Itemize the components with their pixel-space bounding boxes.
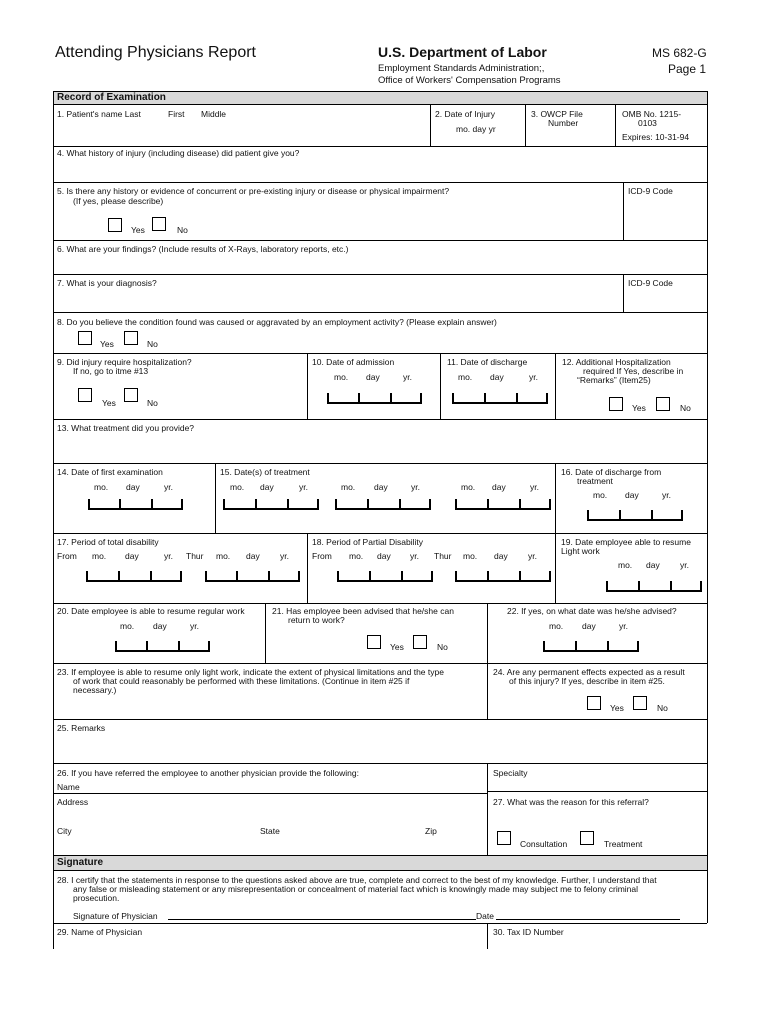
q3-label: 3. OWCP File [531,109,583,119]
owcp-file-field[interactable] [528,130,612,145]
q24-label: 24. Are any permanent effects expected as a result [493,667,685,677]
form-number: MS 682-G [652,46,707,60]
q12-yes-label: Yes [632,403,646,413]
q20-yr: yr. [190,621,199,631]
q9-yes-checkbox[interactable] [78,388,92,402]
q15-day-3: day [492,482,506,492]
q10-yr: yr. [403,372,412,382]
q12-label: 12. Additional Hospitalization [562,357,671,367]
q15-yr-2: yr. [411,482,420,492]
q16-label: 16. Date of discharge from [561,467,662,477]
q11-day: day [490,372,504,382]
agency-sub-1: Employment Standards Administration;, [378,63,545,74]
zip-label: Zip [425,826,437,836]
q4-label: 4. What history of injury (including disease) did patient give you? [57,148,300,158]
q8-no-label: No [147,339,158,349]
q26-label: 26. If you have referred the employee to another physician provide the following: [57,768,359,778]
q13-label: 13. What treatment did you provide? [57,423,195,433]
q15-day-1: day [260,482,274,492]
q17-mo-1: mo. [92,551,107,561]
q9-no-label: No [147,398,158,408]
q15-date-field-1[interactable] [223,499,319,510]
q18-mo-2: mo. [463,551,478,561]
q9-no-checkbox[interactable] [124,388,138,402]
q17-thur: Thur [186,551,204,561]
q25-field[interactable] [55,735,705,761]
date-line[interactable] [496,919,680,920]
date-label: Date [476,911,494,921]
q14-label: 14. Date of first examination [57,467,163,477]
omb-number-2: 0103 [638,118,657,128]
q5-no-label: No [177,225,188,235]
signature-label: Signature of Physician [73,911,158,921]
signature-bar [53,855,707,871]
signature-line[interactable] [168,919,476,920]
q14-day: day [126,482,140,492]
q9-label: 9. Did injury require hospitalization? [57,357,192,367]
q18-label: 18. Period of Partial Disability [312,537,424,547]
q19-date-field[interactable] [606,581,702,592]
q7-label: 7. What is your diagnosis? [57,278,157,288]
q12-no-label: No [680,403,691,413]
q16-label-2: treatment [577,476,613,486]
q20-mo: mo. [120,621,135,631]
q22-label: 22. If yes, on what date was he/she advised? [507,606,677,616]
q2-label: 2. Date of Injury [435,109,496,119]
q1-middle-label: Middle [201,109,227,119]
q12-label-2: required If Yes, describe in [583,366,684,376]
q5-label: 5. Is there any history or evidence of concurrent or pre-existing injury or disease or physical impairment? [57,186,450,196]
q22-yr: yr. [619,621,628,631]
omb-number: OMB No. 1215- [622,109,682,119]
q28-label: 28. I certify that the statements in response to the questions asked above are true, complete and correct to the best of my knowledge. Further, I understand that [57,875,657,885]
q22-date-field[interactable] [543,641,639,652]
q17-mo-2: mo. [216,551,231,561]
q8-label: 8. Do you believe the condition found was caused or aggravated by an employment activity? (Please explain answer) [57,317,497,327]
q17-yr-2: yr. [280,551,289,561]
q4-field[interactable] [55,160,705,180]
icd-code-label-7: ICD-9 Code [628,278,673,288]
q27-label: 27. What was the reason for this referral? [493,797,649,807]
q5-no-checkbox[interactable] [152,217,166,231]
q15-yr-3: yr. [530,482,539,492]
q5-yes-label: Yes [131,225,145,235]
q21-no-label: No [437,642,448,652]
q15-mo-3: mo. [461,482,476,492]
q18-from-date-field[interactable] [337,571,433,582]
q15-date-field-2[interactable] [335,499,431,510]
q18-yr-2: yr. [528,551,537,561]
q13-field[interactable] [55,435,705,461]
q1-label: 1. Patient's name Last [57,109,141,119]
q12-no-checkbox[interactable] [656,397,670,411]
q5-label-2: (If yes, please describe) [73,196,164,206]
q5-yes-checkbox[interactable] [108,218,122,232]
q24-no-checkbox[interactable] [633,696,647,710]
state-label: State [260,826,280,836]
q19-yr: yr. [680,560,689,570]
q15-date-field-3[interactable] [455,499,551,510]
q28-label-2: any false or misleading statement or any misrepresentation or concealment of material fact which is knowingly made may subject me to felony criminal [73,884,639,894]
q18-yr-1: yr. [410,551,419,561]
q29-label: 29. Name of Physician [57,927,143,937]
q15-label: 15. Date(s) of treatment [220,467,310,477]
agency-name: U.S. Department of Labor [378,44,547,60]
q17-day-2: day [246,551,260,561]
city-label: City [57,826,72,836]
q17-yr-1: yr. [164,551,173,561]
record-of-examination-title: Record of Examination [57,92,166,103]
treatment-label: Treatment [604,839,643,849]
specialty-label: Specialty [493,768,528,778]
q18-mo-1: mo. [349,551,364,561]
q11-date-field[interactable] [452,393,548,404]
q11-yr: yr. [529,372,538,382]
q21-label-2: return to work? [288,615,345,625]
q18-day-2: day [494,551,508,561]
q18-from: From [312,551,332,561]
q12-yes-checkbox[interactable] [609,397,623,411]
q24-yes-label: Yes [610,703,624,713]
q22-mo: mo. [549,621,564,631]
name-label: Name [57,782,80,792]
q20-label: 20. Date employee is able to resume regular work [57,606,245,616]
page-number: Page 1 [668,62,707,76]
q17-thru-date-field[interactable] [205,571,300,582]
agency-sub-2: Office of Workers' Compensation Programs [378,75,561,86]
q10-mo: mo. [334,372,349,382]
q1-first-label: First [168,109,185,119]
q21-label: 21. Has employee been advised that he/she can [272,606,454,616]
patient-name-field[interactable] [55,120,425,144]
q23-label: 23. If employee is able to resume only light work, indicate the extent of physical limitations and the type [57,667,444,677]
q14-mo: mo. [94,482,109,492]
q28-label-3: prosecution. [73,893,120,903]
q2-sub: mo. day yr [456,124,496,134]
q16-date-field[interactable] [587,510,683,521]
q17-day-1: day [125,551,139,561]
q19-day: day [646,560,660,570]
q14-date-field[interactable] [88,499,183,510]
q21-yes-checkbox[interactable] [367,635,381,649]
q17-label: 17. Period of total disability [57,537,159,547]
q15-mo-2: mo. [341,482,356,492]
q15-mo-1: mo. [230,482,245,492]
q16-mo: mo. [593,490,608,500]
q30-label: 30. Tax ID Number [493,927,564,937]
q15-day-2: day [374,482,388,492]
q24-label-2: of this injury? If yes, describe in item #25. [509,676,665,686]
q10-day: day [366,372,380,382]
q21-yes-label: Yes [390,642,404,652]
q23-label-3: necessary.) [73,685,117,695]
q3-label-2: Number [548,118,579,128]
q11-label: 11. Date of discharge [447,357,528,367]
q19-label: 19. Date employee able to resume [561,537,691,547]
q25-label: 25. Remarks [57,723,106,733]
q21-no-checkbox[interactable] [413,635,427,649]
treatment-checkbox[interactable] [580,831,594,845]
q8-no-checkbox[interactable] [124,331,138,345]
q19-label-2: Light work [561,546,600,556]
q22-day: day [582,621,596,631]
q12-label-3: “Remarks” (Item25) [577,375,651,385]
q20-date-field[interactable] [115,641,210,652]
q9-label-2: If no, go to itme #13 [73,366,149,376]
q9-yes-label: Yes [102,398,116,408]
q6-field[interactable] [55,256,705,272]
q24-yes-checkbox[interactable] [587,696,601,710]
q8-yes-checkbox[interactable] [78,331,92,345]
q14-yr: yr. [164,482,173,492]
q18-thru-date-field[interactable] [455,571,551,582]
q17-from: From [57,551,77,561]
q8-yes-label: Yes [100,339,114,349]
q23-label-2: of work that could reasonably be performed with these limitations. (Continue in item #25 if [73,676,410,686]
q11-mo: mo. [458,372,473,382]
expires: Expires: 10-31-94 [622,132,690,142]
q18-day-1: day [377,551,391,561]
signature-title: Signature [57,857,104,868]
q18-thur: Thur [434,551,452,561]
q16-yr: yr. [662,490,671,500]
icd-code-label-5: ICD-9 Code [628,186,673,196]
consultation-checkbox[interactable] [497,831,511,845]
q10-label: 10. Date of admission [312,357,395,367]
q19-mo: mo. [618,560,633,570]
q16-day: day [625,490,639,500]
consultation-label: Consultation [520,839,568,849]
q24-no-label: No [657,703,668,713]
q6-label: 6. What are your findings? (Include results of X-Rays, laboratory reports, etc.) [57,244,349,254]
q20-day: day [153,621,167,631]
q17-from-date-field[interactable] [86,571,182,582]
form-title: Attending Physicians Report [55,44,256,61]
q15-yr-1: yr. [299,482,308,492]
address-label: Address [57,797,89,807]
q10-date-field[interactable] [327,393,422,404]
